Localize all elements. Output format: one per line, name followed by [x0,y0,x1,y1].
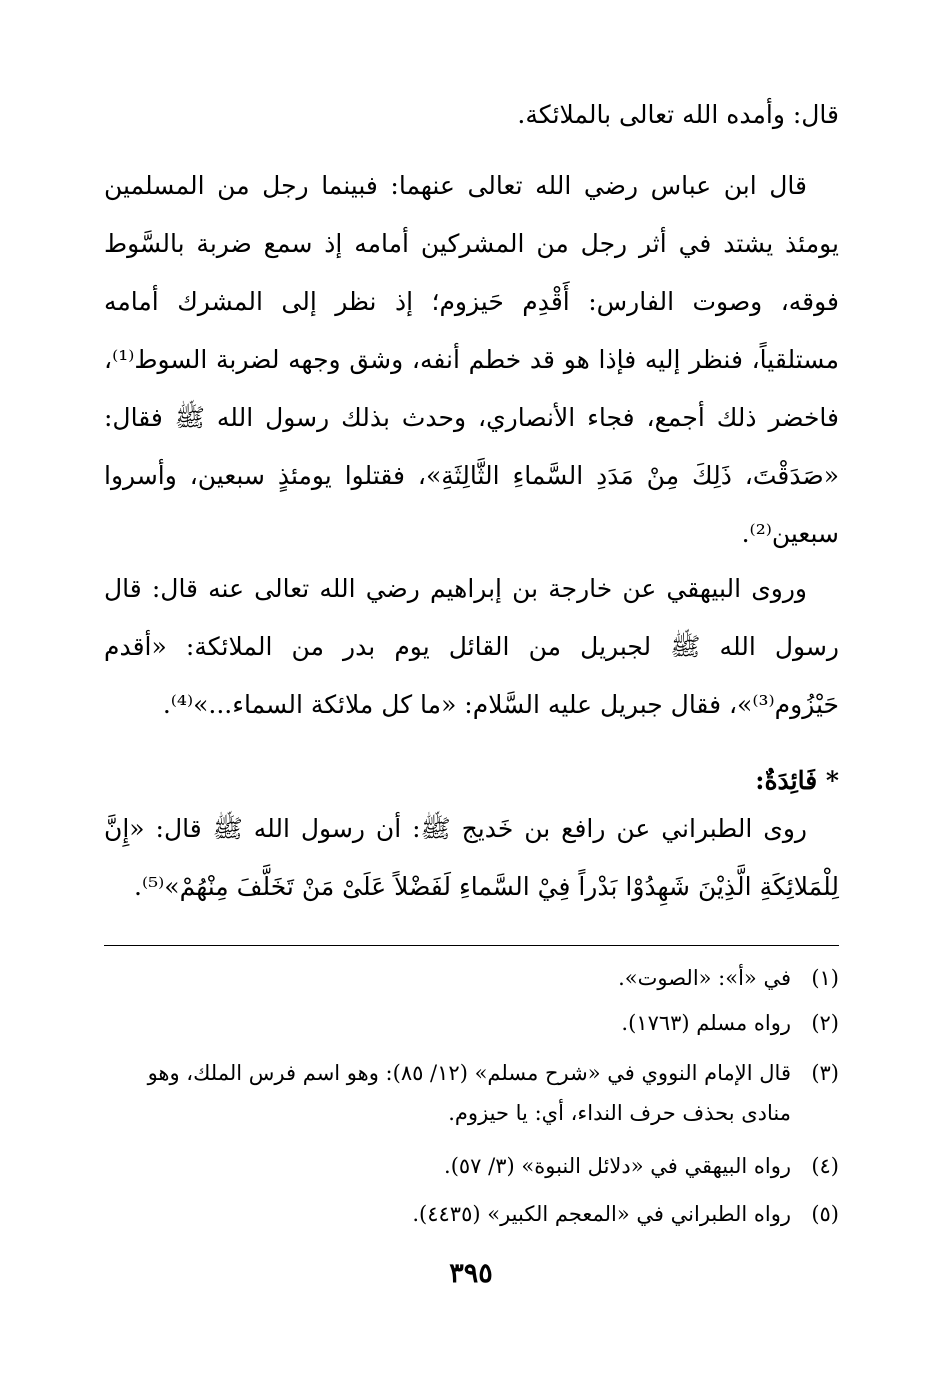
paragraph-4-text: روى الطبراني عن رافع بن خَديج ﷺ: أن رسول الله ﷺ قال: «إِنَّ لِلْمَلائِكَةِ الَّذِيْنَ شَهِدُوْا بَدْراً فِيْ السَّماءِ لَفَضْلاً عَلَىْ مَنْ تَخَلَّفَ مِنْهُمْ»⁽⁵⁾. [104,814,839,901]
paragraph-3-text: وروى البيهقي عن خارجة بن إبراهيم رضي الله تعالى عنه قال: قال رسول الله ﷺ لجبريل من القائل يوم بدر من الملائكة: «أقدم حَيْزُوم⁽³⁾»، فقال جبريل عليه السَّلام: «ما كل ملائكة السماء...»⁽⁴⁾. [104,574,839,719]
footnote-3 [104,1053,839,1133]
footnote-number: (٤) [811,1154,839,1178]
footnote-text: قال الإمام النووي في «شرح مسلم» (١٢/ ٨٥): وهو اسم فرس الملك، وهو منادى بحذف حرف النداء، أي: يا حيزوم. [147,1061,791,1125]
footnote-4 [104,1146,839,1186]
footnote-divider [104,945,839,946]
paragraph-2-text: قال ابن عباس رضي الله تعالى عنهما: فبينما رجل من المسلمين يومئذ يشتد في أثر رجل من المشركين أمامه إذ سمع ضربة بالسَّوط فوقه، وصوت الفارس: أَقْدِم حَيزوم؛ إذ نظر إلى المشرك أمامه مستلقياً، فنظر إليه فإذا هو قد خطم أنفه، وشق وجهه لضربة السوط⁽¹⁾، فاخضر ذلك أجمع، فجاء الأنصاري، وحدث بذلك رسول الله ﷺ فقال: «صَدَقْتَ، ذَلِكَ مِنْ مَدَدِ السَّماءِ الثَّالِثَةِ»، فقتلوا يومئذٍ سبعين، وأسروا سبعين⁽²⁾. [104,171,839,548]
footnote-text: رواه الطبراني في «المعجم الكبير» (٤٤٣٥). [412,1202,791,1226]
paragraph-2 [104,157,839,563]
footnote-text: في «أ»: «الصوت». [618,966,791,990]
page-number: ٣٩٥ [449,1258,493,1289]
footnote-5 [104,1194,839,1234]
paragraph-1-text: قال: وأمده الله تعالى بالملائكة. [517,100,839,129]
section-heading: * فَائِدَةٌ: [755,766,839,795]
footnote-number: (١) [811,966,839,990]
footnote-number: (٥) [811,1202,839,1226]
footnote-number: (٣) [811,1061,839,1085]
footnote-2 [104,1003,839,1043]
footnote-text: رواه مسلم (١٧٦٣). [621,1011,791,1035]
paragraph-1 [104,86,839,144]
paragraph-4 [104,800,839,916]
footnote-1 [104,958,839,998]
footnote-text: رواه البيهقي في «دلائل النبوة» (٣/ ٥٧). [444,1154,791,1178]
paragraph-3 [104,560,839,734]
footnote-number: (٢) [811,1011,839,1035]
